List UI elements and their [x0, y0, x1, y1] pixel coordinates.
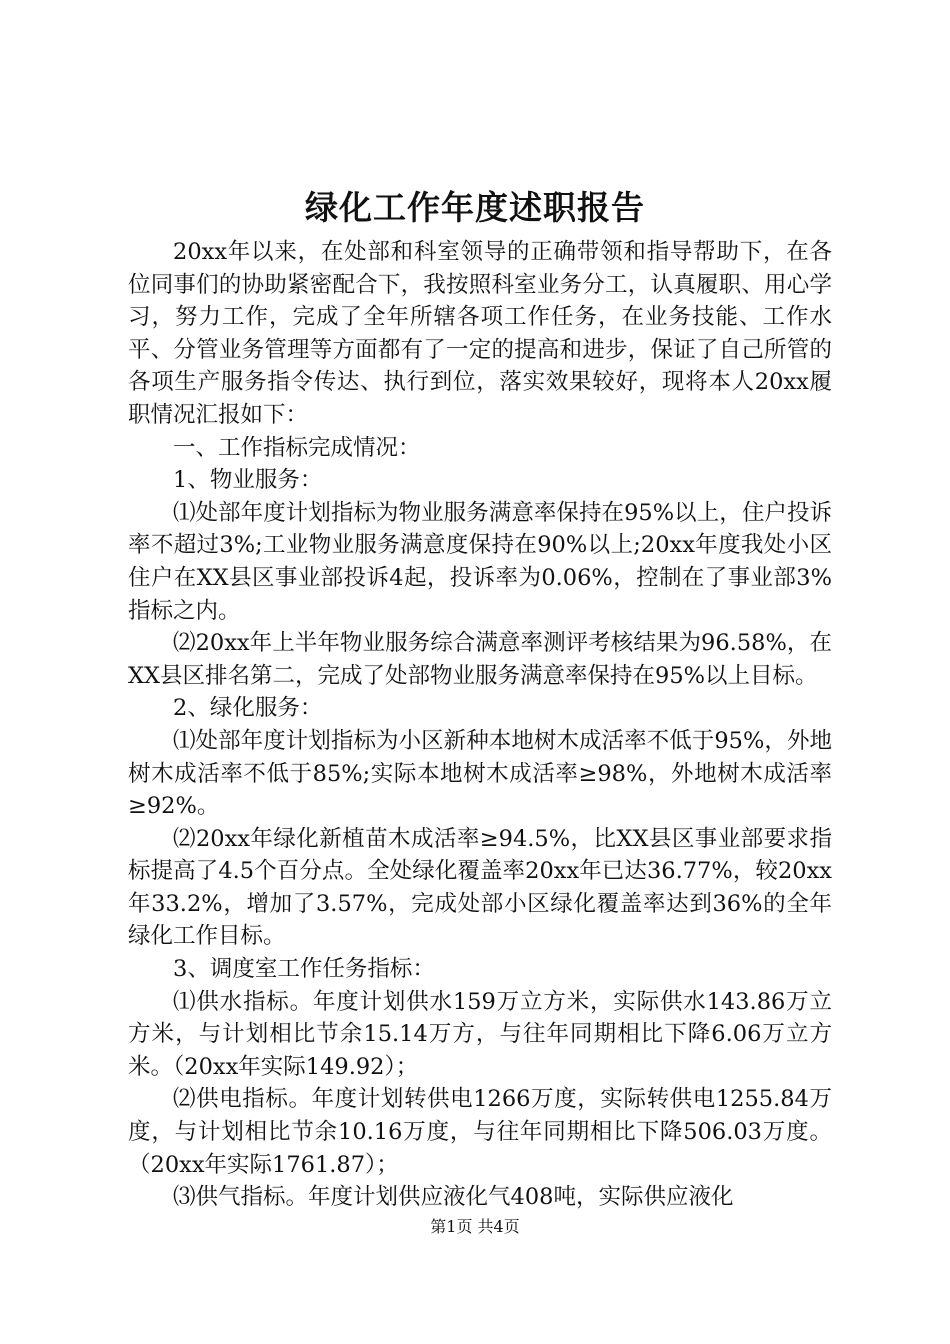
section-heading-1: 一、工作指标完成情况： — [173, 434, 421, 461]
page-number-footer: 第1页 共4页 — [430, 1217, 520, 1236]
subsection-heading-greening-service: 2、绿化服务： — [173, 695, 323, 722]
document-body — [128, 236, 832, 1214]
subsection-heading-dispatch: 3、调度室工作任务指标： — [173, 956, 435, 983]
document-title: 绿化工作年度述职报告 — [305, 188, 645, 227]
paragraph-dispatch-gas: ⑶供气指标。年度计划供应液化气408吨，实际供应液化 — [173, 1184, 734, 1211]
paragraph-dispatch-power: ⑵供电指标。年度计划转供电1266万度，实际转供电1255.84万度，与计划相比节余10.16万度，与往年同期相比下降506.03万度。（20xx年实际1761.87）； — [128, 1086, 832, 1178]
paragraph-greening-item-2: ⑵20xx年绿化新植苗木成活率≥94.5%，比XX县区事业部要求指标提高了4.5个百分点。全处绿化覆盖率20xx年已达36.77%，较20xx年33.2%，增加了3.57%，完成处部小区绿化覆盖率达到36%的全年绿化工作目标。 — [128, 825, 832, 950]
paragraph-dispatch-water: ⑴供水指标。年度计划供水159万立方米，实际供水143.86万立方米，与计划相比节余15.14万方，与往年同期相比下降6.06万立方米。（20xx年实际149.92）； — [128, 988, 832, 1080]
paragraph-property-item-2: ⑵20xx年上半年物业服务综合满意率测评考核结果为96.58%，在XX县区排名第二，完成了处部物业服务满意率保持在95%以上目标。 — [128, 630, 832, 689]
paragraph-greening-item-1: ⑴处部年度计划指标为小区新种本地树木成活率不低于95%，外地树木成活率不低于85%;实际本地树木成活率≥98%，外地树木成活率≥92%。 — [128, 727, 832, 820]
paragraph-intro: 20xx年以来，在处部和科室领导的正确带领和指导帮助下，在各位同事们的协助紧密配合下，我按照科室业务分工，认真履职、用心学习，努力工作，完成了全年所辖各项工作任务，在业务技能、工作水平、分管业务管理等方面都有了一定的提高和进步，保证了自己所管的各项生产服务指令传达、执行到位，落实效果较好，现将本人20xx履职情况汇报如下： — [128, 239, 832, 428]
paragraph-property-item-1: ⑴处部年度计划指标为物业服务满意率保持在95%以上，住户投诉率不超过3%;工业物业服务满意度保持在90%以上;20xx年度我处小区住户在XX县区事业部投诉4起，投诉率为0.06%，控制在了事业部3%指标之内。 — [128, 499, 832, 624]
subsection-heading-property-service: 1、物业服务： — [173, 467, 323, 494]
